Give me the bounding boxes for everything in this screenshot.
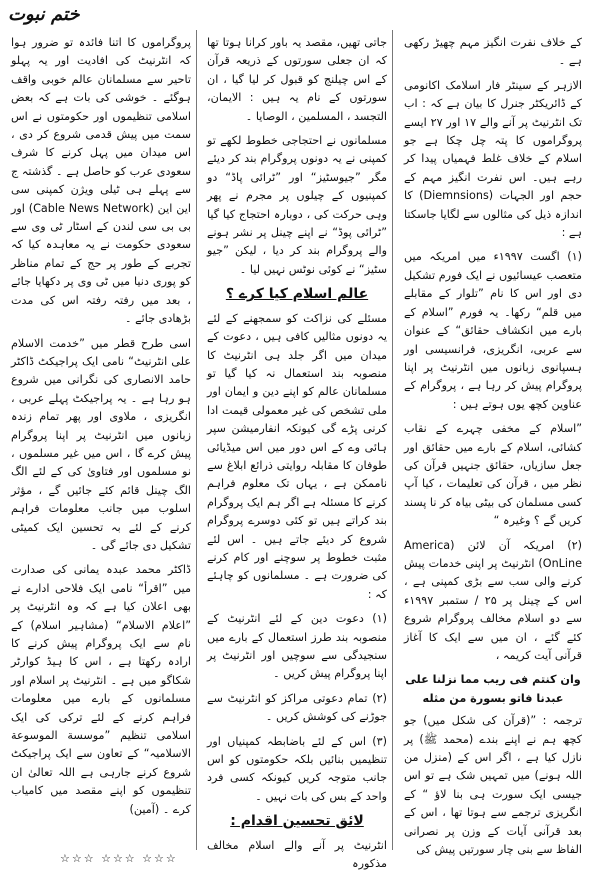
paragraph: مسئلے کی نزاکت کو سمجھنے کے لئے یہ دونوں مثالیں کافی ہیں ، دعوت کے میدان میں اگر جلد ہی انٹرنیٹ کا منصوبہ بند استعمال نہ کیا گیا تو مسلمانان عالم کو اپنے دین و ایمان اور ملی تشخص کی غیر معمولی قیمت ادا کرنی پڑے گی کیونکہ انفارمیشن سپر ہائی وے کے اس دور میں اس میڈیائی طوفان کا مقابلہ روایتی ذرائع ابلاغ سے ناممکن ہے ، یہاں تک معلوم فراہم کرنے کا مسئلہ ہے اگر ہم ایک پروگرام بند کراتے ہیں تو کئی دوسرے پروگرام شروع کر دیئے جاتے ہیں ۔ اس لئے مثبت خطوط پر سوچنے اور کام کرنے کی ضرورت ہے ۔ مسلمانوں کو چاہئے کہ :: [207, 311, 387, 601]
section-heading: عالم اسلام کیا کرے ؟: [225, 286, 369, 303]
paragraph: جاتی تھیں، مقصد یہ باور کرانا ہوتا تھا کہ ان جعلی سورتوں کے ذریعہ قرآن کے اس چیلنج کو قبول کر لیا گیا ، ان سورتوں کے نام یہ ہیں : الایمان، التجسد ، المسلمین ، الوصایا ۔: [207, 36, 387, 123]
paragraph: مسلمانوں نے احتجاجی خطوط لکھے تو کمپنی نے یہ دونوں پروگرام بند کر دیئے مگر ”جیوسٹیز“ اور ”ٹرائی پاڈ“ دو کمپنیوں کے چیلوں پر مجرم نے پھر وہی حرکت کی ، دوبارہ احتجاج کیا گیا ”ٹرائی پوڈ“ نے اپنے چینل پر نشر ہونے والے پروگرام بند کر دیا ، لیکن ”جیو سٹیز“ نے کوئی نوٹس نہیں لیا ۔: [207, 134, 387, 276]
column-middle: [207, 34, 387, 879]
paragraph: الازہر کے سینٹر فار اسلامک اکانومی کے ڈائریکٹر جنرل کا بیان ہے کہ : اب تک انٹرنیٹ پر آنے والے ۱۷ اور ۲۷ ایسے پروگراموں کا پتہ چل چکا ہے جو اسلام کے خلاف غلط فہمیاں پیدا کر رہے ہیں۔ اس نفرت انگیز مہم کے حجم اور الجہات (Diemnsions) کا اندازہ ذیل کی مثالوں سے لگایا جاسکتا ہے :: [403, 78, 583, 240]
column-left: [11, 34, 191, 825]
paragraph: (۱) اگست ۱۹۹۷ء میں امریکہ میں متعصب عیسائیوں نے ایک فورم تشکیل دی اور اس کا نام ”تلوار کے مقابلے میں قلم“ رکھا۔ یہ فورم ”اسلام کے بارے میں انکشاف حقائق“ کے عنوان سے عربی، انگریزی، فرانسیسی اور ہسپانوی زبانوں میں انٹرنیٹ پر اپنا پروگرام پیش کر رہا ہے ، پروگرام کے عناوین کچھ یوں ہوتے ہیں :: [404, 250, 582, 411]
paragraph: انٹرنیٹ پر آنے والے اسلام مخالف مذکورہ: [207, 838, 387, 871]
paragraph: پروگراموں کا اتنا فائدہ تو ضرور ہوا کہ انٹرنیٹ کی افادیت اور یہ پہلو تاحیر سے مسلمانان عالم خوبی واقف ہوگئے ۔ خوشی کی بات ہے کہ بعض اسلامی تنظیموں اور حکومتوں نے اس سمت میں پیش قدمی شروع کر دی ، اس میدان میں پہل کرنے کا شرف سعودی عرب کو حاصل ہے ۔ گذشتہ ج سے پہلے ہی ٹیلی ویژن کمپنی سی این این (Cable News Network) اور بی بی سی لندن کے اسٹار ٹی وی سے سعودی حکومت نے یہ معاہدہ کیا کہ تجربے کے طور پر حج کے تمام مناظر کو پوری دنیا میں ٹی وی پر دکھایا جائے ، بعد میں رفتہ رفتہ اس کی مدت بڑھادی جائے ۔: [11, 36, 191, 326]
masthead-logo: ختم نبوت: [8, 4, 80, 25]
paragraph: ”اسلام کے مخفی چہرے کے نقاب کشائی، اسلام کے بارے میں حقائق اور جعل سازیاں، حقائق جنہیں قرآن کی نظر میں ، قرآن کی تعلیمات ، کیا آپ کسی مسلمان کی بیٹی بیاہ کر نا پسند کریں گے ؟ وغیرہ “: [404, 422, 582, 528]
paragraph: (۲) تمام دعوتی مراکز کو انٹرنیٹ سے جوڑنے کی کوشش کریں ۔: [207, 691, 387, 724]
column-divider-left: [196, 30, 197, 850]
column-right: [404, 34, 582, 865]
paragraph: (۱) دعوت دین کے لئے انٹرنیٹ کے منصوبہ بند طرز استعمال کے بارے میں سنجیدگی سے سوچیں اور انٹرنیٹ پر اپنا پروگرام پیش کریں ۔: [207, 612, 387, 681]
column-divider-right: [392, 30, 393, 850]
paragraph: اسی طرح قطر میں ”خدمت الاسلام علی انٹرنیٹ“ نامی ایک پراجیکٹ ڈاکٹر حامد الانصاری کی نگرانی میں شروع ہو رہا ہے ۔ یہ پراجیکٹ پہلے عربی ، انگریزی ، ملاوی اور پھر تمام زندہ زبانوں میں انٹرنیٹ پر اپنا پروگرام پیش کرے گا ، اس میں غیر مسلموں ، نو مسلموں اور فتاویٰ کی کے لئے الگ الگ چینل قائم کئے جائیں گے ، مؤثر اسلوب میں جانب معلومات فراہم کرنے کے لئے بہ تحسین ایک کمیٹی تشکیل دی جائے گی ۔: [11, 336, 191, 552]
paragraph: ڈاکٹر محمد عبدہ یمانی کی صدارت میں ”اقرأ“ نامی ایک فلاحی ادارے نے بھی اعلان کیا ہے کہ وہ انٹرنیٹ پر ”اعلام الاسلام“ (مشاہیر اسلام) کے نام سے ایک پروگرام پیش کرنے کا ارادہ رکھتا ہے ، اس کا ہیڈ کوارٹر شکاگو میں ہے ۔ انٹرنیٹ پر اسلام اور مسلمانوں کے بارے میں معلومات فراہم کرنے کے لئے ترکی کی ایک اسلامی تنظیم ”موسسة الموسوعة الاسلامیہ“ کے تعاون سے ایک پراجیکٹ شروع کرنے جارہی ہے اللہ تعالیٰ ان تنظیموں کو اپنے مقصد میں کامیاب کرے ۔ (آمین): [11, 563, 191, 816]
quran-verse: وان کنتم فی ریب مما نزلنا علی عبدنا فاتو بسورة من مثله: [405, 673, 581, 705]
paragraph: (۳) اس کے لئے باضابطہ کمپنیاں اور تنظیمیں بنائیں بلکہ حکومتوں کو اس جانب متوجہ کریں کیونکہ کسی فرد واحد کے بس کی بات نہیں ۔: [207, 734, 387, 803]
paragraph: (۲) امریکہ آن لائن (America OnLine) انٹرنیٹ پر اپنی خدمات پیش کرنے والی سب سے بڑی کمپنی ہے ، اس کے چینل پر ۲۵ / ستمبر ۱۹۹۷ء سے دو اسلام مخالف پروگرام شروع کئے گئے ، ان میں سے ایک کا آغاز قرآنی آیت کریمہ ،: [404, 538, 582, 662]
paragraph: ترجمہ : ”(قرآن کی شکل میں) جو کچھ ہم نے اپنے بندے (محمد ﷺ) پر نازل کیا ہے ، اگر اس کے (منزل من اللہ ہونے) میں تمہیں شک ہے تو اس جیسی ایک سورت ہی بنا لاؤ “ کے انگریزی ترجمے سے ہوتا تھا ، اس کے بعد قرآنی آیات کے وزن پر نصرانی الفاظ سے بنی چار سورتیں پیش کی: [404, 714, 582, 857]
footer-stars: ☆☆☆ ☆☆☆ ☆☆☆: [60, 852, 178, 865]
paragraph: کے خلاف نفرت انگیز مہم چھیڑ رکھی ہے ۔: [404, 36, 582, 68]
section-heading: لائق تحسین اقدام :: [230, 813, 364, 830]
